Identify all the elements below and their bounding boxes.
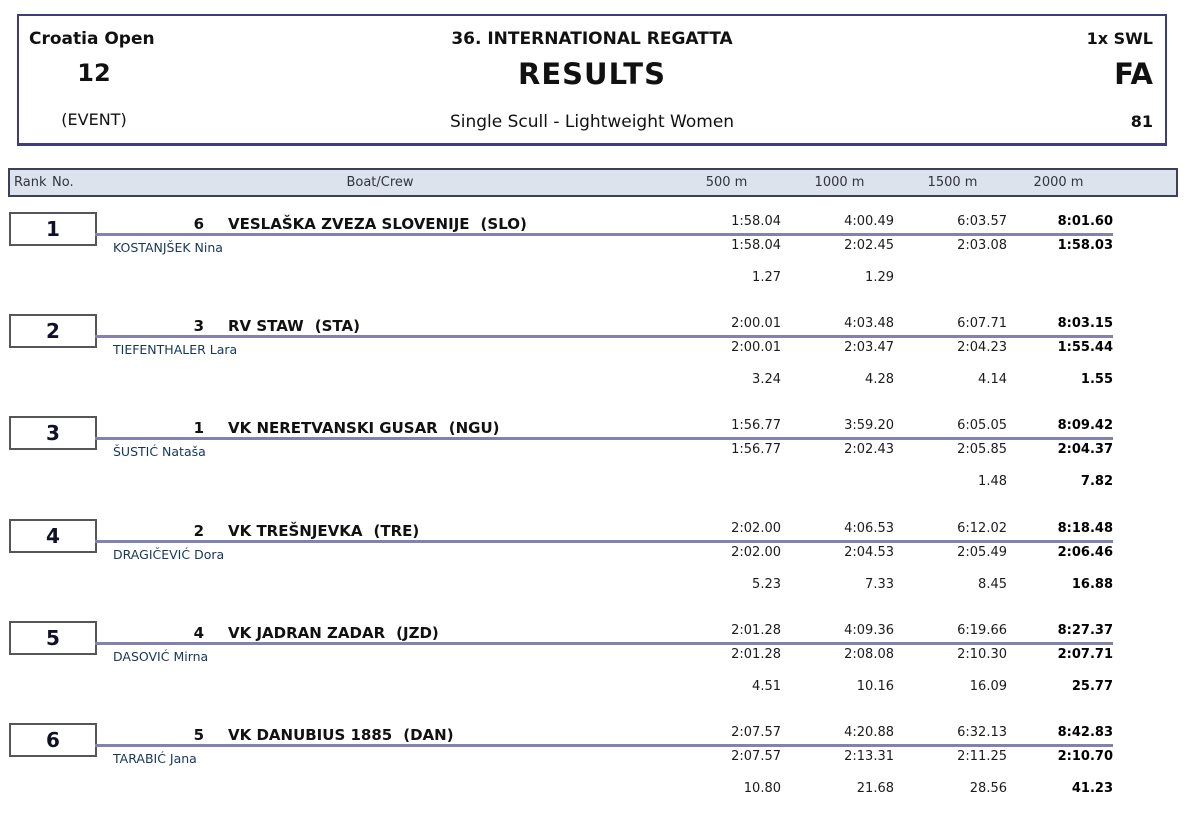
cumulative-time-1500m: 6:03.57 bbox=[957, 214, 1007, 229]
club-country-code: (SLO) bbox=[480, 215, 527, 233]
column-header-2000m: 2000 m bbox=[1033, 175, 1084, 190]
lap-time-1500m: 2:05.49 bbox=[957, 545, 1007, 560]
delta-2000m: 25.77 bbox=[1071, 679, 1113, 694]
lap-times-row bbox=[0, 238, 1200, 254]
cumulative-time-500m: 1:58.04 bbox=[731, 214, 781, 229]
lap-time-1000m: 2:02.43 bbox=[844, 442, 894, 457]
delta-2000m: 41.23 bbox=[1071, 781, 1113, 796]
separator-line bbox=[95, 540, 1113, 543]
boat-number: 1 bbox=[193, 419, 204, 437]
lap-time-1500m: 2:05.85 bbox=[957, 442, 1007, 457]
club-country-code: (JZD) bbox=[396, 624, 439, 642]
club-name: RV STAW bbox=[228, 317, 304, 335]
rank-number: 4 bbox=[46, 524, 60, 548]
boat-class: 1x SWL bbox=[1086, 29, 1153, 48]
delta-1000m: 7.33 bbox=[865, 577, 894, 592]
cumulative-time-1000m: 4:09.36 bbox=[844, 623, 894, 638]
club-name: VK JADRAN ZADAR bbox=[228, 624, 386, 642]
cumulative-times-row bbox=[0, 521, 1200, 537]
separator-line bbox=[95, 335, 1113, 338]
club-country-code: (NGU) bbox=[448, 419, 500, 437]
cumulative-time-1500m: 6:32.13 bbox=[957, 725, 1007, 740]
crew-name: DRAGIČEVIĆ Dora bbox=[113, 547, 225, 562]
race-phase: FA bbox=[1114, 57, 1153, 91]
header-center-section bbox=[19, 16, 1165, 143]
cumulative-time-1500m: 6:07.71 bbox=[957, 316, 1007, 331]
deltas-row bbox=[0, 474, 1200, 490]
lap-time-1500m: 2:03.08 bbox=[957, 238, 1007, 253]
boat-number: 6 bbox=[193, 215, 204, 233]
lap-time-2000m: 2:04.37 bbox=[1057, 442, 1113, 457]
delta-500m: 3.24 bbox=[752, 372, 781, 387]
finish-time-2000m: 8:01.60 bbox=[1057, 214, 1113, 229]
deltas-row bbox=[0, 372, 1200, 388]
column-header-no: No. bbox=[52, 175, 74, 190]
result-entry bbox=[0, 519, 1200, 619]
lap-times-row bbox=[0, 545, 1200, 561]
club-country-code: (DAN) bbox=[403, 726, 454, 744]
lap-time-2000m: 2:07.71 bbox=[1057, 647, 1113, 662]
club-name: VESLAŠKA ZVEZA SLOVENIJE bbox=[228, 215, 470, 233]
column-header-1500m: 1500 m bbox=[927, 175, 978, 190]
cumulative-time-1000m: 3:59.20 bbox=[844, 418, 894, 433]
club-country-code: (STA) bbox=[314, 317, 360, 335]
lap-time-1000m: 2:13.31 bbox=[844, 749, 894, 764]
event-name: Single Scull - Lightweight Women bbox=[449, 112, 735, 132]
delta-1500m: 4.14 bbox=[978, 372, 1007, 387]
delta-500m: 1.27 bbox=[752, 270, 781, 285]
race-number: 81 bbox=[1130, 112, 1153, 131]
finish-time-2000m: 8:03.15 bbox=[1057, 316, 1113, 331]
lap-time-1000m: 2:08.08 bbox=[844, 647, 894, 662]
cumulative-times-row bbox=[0, 623, 1200, 639]
regatta-title: 36. INTERNATIONAL REGATTA bbox=[451, 29, 733, 49]
boat-number: 5 bbox=[193, 726, 204, 744]
lap-time-500m: 2:02.00 bbox=[731, 545, 781, 560]
cumulative-times-row bbox=[0, 214, 1200, 230]
deltas-row bbox=[0, 781, 1200, 797]
delta-1500m: 28.56 bbox=[969, 781, 1007, 796]
separator-line bbox=[95, 642, 1113, 645]
delta-1500m: 1.48 bbox=[978, 474, 1007, 489]
cumulative-time-1000m: 4:20.88 bbox=[844, 725, 894, 740]
cumulative-time-1000m: 4:03.48 bbox=[844, 316, 894, 331]
result-entry bbox=[0, 314, 1200, 414]
crew-name: DASOVIĆ Mirna bbox=[113, 649, 209, 664]
lap-time-2000m: 2:10.70 bbox=[1057, 749, 1113, 764]
crew-name: ŠUSTIĆ Nataša bbox=[113, 444, 206, 459]
cumulative-times-row bbox=[0, 418, 1200, 434]
boat-number: 4 bbox=[193, 624, 204, 642]
separator-line bbox=[95, 744, 1113, 747]
delta-2000m: 16.88 bbox=[1071, 577, 1113, 592]
lap-time-2000m: 2:06.46 bbox=[1057, 545, 1113, 560]
cumulative-time-1500m: 6:05.05 bbox=[957, 418, 1007, 433]
lap-time-1500m: 2:11.25 bbox=[957, 749, 1007, 764]
rank-number: 1 bbox=[46, 217, 60, 241]
lap-time-500m: 2:01.28 bbox=[731, 647, 781, 662]
cumulative-time-500m: 2:00.01 bbox=[731, 316, 781, 331]
deltas-row bbox=[0, 577, 1200, 593]
cumulative-time-1500m: 6:19.66 bbox=[957, 623, 1007, 638]
lap-time-500m: 2:07.57 bbox=[731, 749, 781, 764]
event-label: (EVENT) bbox=[61, 110, 127, 129]
lap-time-1500m: 2:10.30 bbox=[957, 647, 1007, 662]
delta-1000m: 21.68 bbox=[856, 781, 894, 796]
lap-time-1000m: 2:03.47 bbox=[844, 340, 894, 355]
lap-time-500m: 1:58.04 bbox=[731, 238, 781, 253]
crew-name: KOSTANJŠEK Nina bbox=[113, 240, 223, 255]
column-header-1000m: 1000 m bbox=[814, 175, 865, 190]
rank-number: 6 bbox=[46, 728, 60, 752]
lap-times-row bbox=[0, 647, 1200, 663]
cumulative-times-row bbox=[0, 725, 1200, 741]
cumulative-times-row bbox=[0, 316, 1200, 332]
delta-1000m: 10.16 bbox=[856, 679, 894, 694]
cumulative-time-500m: 2:01.28 bbox=[731, 623, 781, 638]
club-name: VK NERETVANSKI GUSAR bbox=[228, 419, 438, 437]
result-entry bbox=[0, 416, 1200, 516]
deltas-row bbox=[0, 679, 1200, 695]
result-entry bbox=[0, 723, 1200, 823]
lap-time-2000m: 1:58.03 bbox=[1057, 238, 1113, 253]
column-header-rank: Rank bbox=[14, 175, 47, 190]
delta-500m: 5.23 bbox=[752, 577, 781, 592]
delta-2000m: 7.82 bbox=[1080, 474, 1113, 489]
finish-time-2000m: 8:42.83 bbox=[1057, 725, 1113, 740]
delta-1500m: 8.45 bbox=[978, 577, 1007, 592]
lap-times-row bbox=[0, 340, 1200, 356]
cumulative-time-1000m: 4:00.49 bbox=[844, 214, 894, 229]
cumulative-time-500m: 2:07.57 bbox=[731, 725, 781, 740]
lap-time-1000m: 2:04.53 bbox=[844, 545, 894, 560]
cumulative-time-500m: 1:56.77 bbox=[731, 418, 781, 433]
delta-500m: 4.51 bbox=[752, 679, 781, 694]
boat-number: 3 bbox=[193, 317, 204, 335]
lap-times-row bbox=[0, 442, 1200, 458]
lap-time-500m: 2:00.01 bbox=[731, 340, 781, 355]
lap-time-2000m: 1:55.44 bbox=[1057, 340, 1113, 355]
club-name: VK DANUBIUS 1885 bbox=[228, 726, 393, 744]
lap-time-1000m: 2:02.45 bbox=[844, 238, 894, 253]
rank-number: 5 bbox=[46, 626, 60, 650]
finish-time-2000m: 8:27.37 bbox=[1057, 623, 1113, 638]
result-entry bbox=[0, 621, 1200, 721]
page-title: RESULTS bbox=[518, 57, 666, 91]
finish-time-2000m: 8:18.48 bbox=[1057, 521, 1113, 536]
results-table-header bbox=[8, 168, 1178, 197]
deltas-row bbox=[0, 270, 1200, 286]
delta-1000m: 4.28 bbox=[865, 372, 894, 387]
lap-times-row bbox=[0, 749, 1200, 765]
column-header-boat-crew: Boat/Crew bbox=[346, 175, 414, 190]
rank-number: 3 bbox=[46, 421, 60, 445]
club-country-code: (TRE) bbox=[373, 522, 420, 540]
cumulative-time-500m: 2:02.00 bbox=[731, 521, 781, 536]
club-name: VK TREŠNJEVKA bbox=[228, 522, 363, 540]
delta-500m: 10.80 bbox=[743, 781, 781, 796]
separator-line bbox=[95, 437, 1113, 440]
delta-1500m: 16.09 bbox=[969, 679, 1007, 694]
event-number: 12 bbox=[77, 59, 111, 87]
rank-number: 2 bbox=[46, 319, 60, 343]
finish-time-2000m: 8:09.42 bbox=[1057, 418, 1113, 433]
lap-time-1500m: 2:04.23 bbox=[957, 340, 1007, 355]
lap-time-500m: 1:56.77 bbox=[731, 442, 781, 457]
cumulative-time-1000m: 4:06.53 bbox=[844, 521, 894, 536]
cumulative-time-1500m: 6:12.02 bbox=[957, 521, 1007, 536]
crew-name: TARABIĆ Jana bbox=[113, 751, 197, 766]
delta-2000m: 1.55 bbox=[1080, 372, 1113, 387]
result-entry bbox=[0, 212, 1200, 312]
delta-1000m: 1.29 bbox=[865, 270, 894, 285]
event-header-box bbox=[17, 14, 1167, 146]
boat-number: 2 bbox=[193, 522, 204, 540]
column-header-500m: 500 m bbox=[705, 175, 748, 190]
crew-name: TIEFENTHALER Lara bbox=[113, 342, 238, 357]
separator-line bbox=[95, 233, 1113, 236]
competition-name: Croatia Open bbox=[29, 29, 155, 49]
